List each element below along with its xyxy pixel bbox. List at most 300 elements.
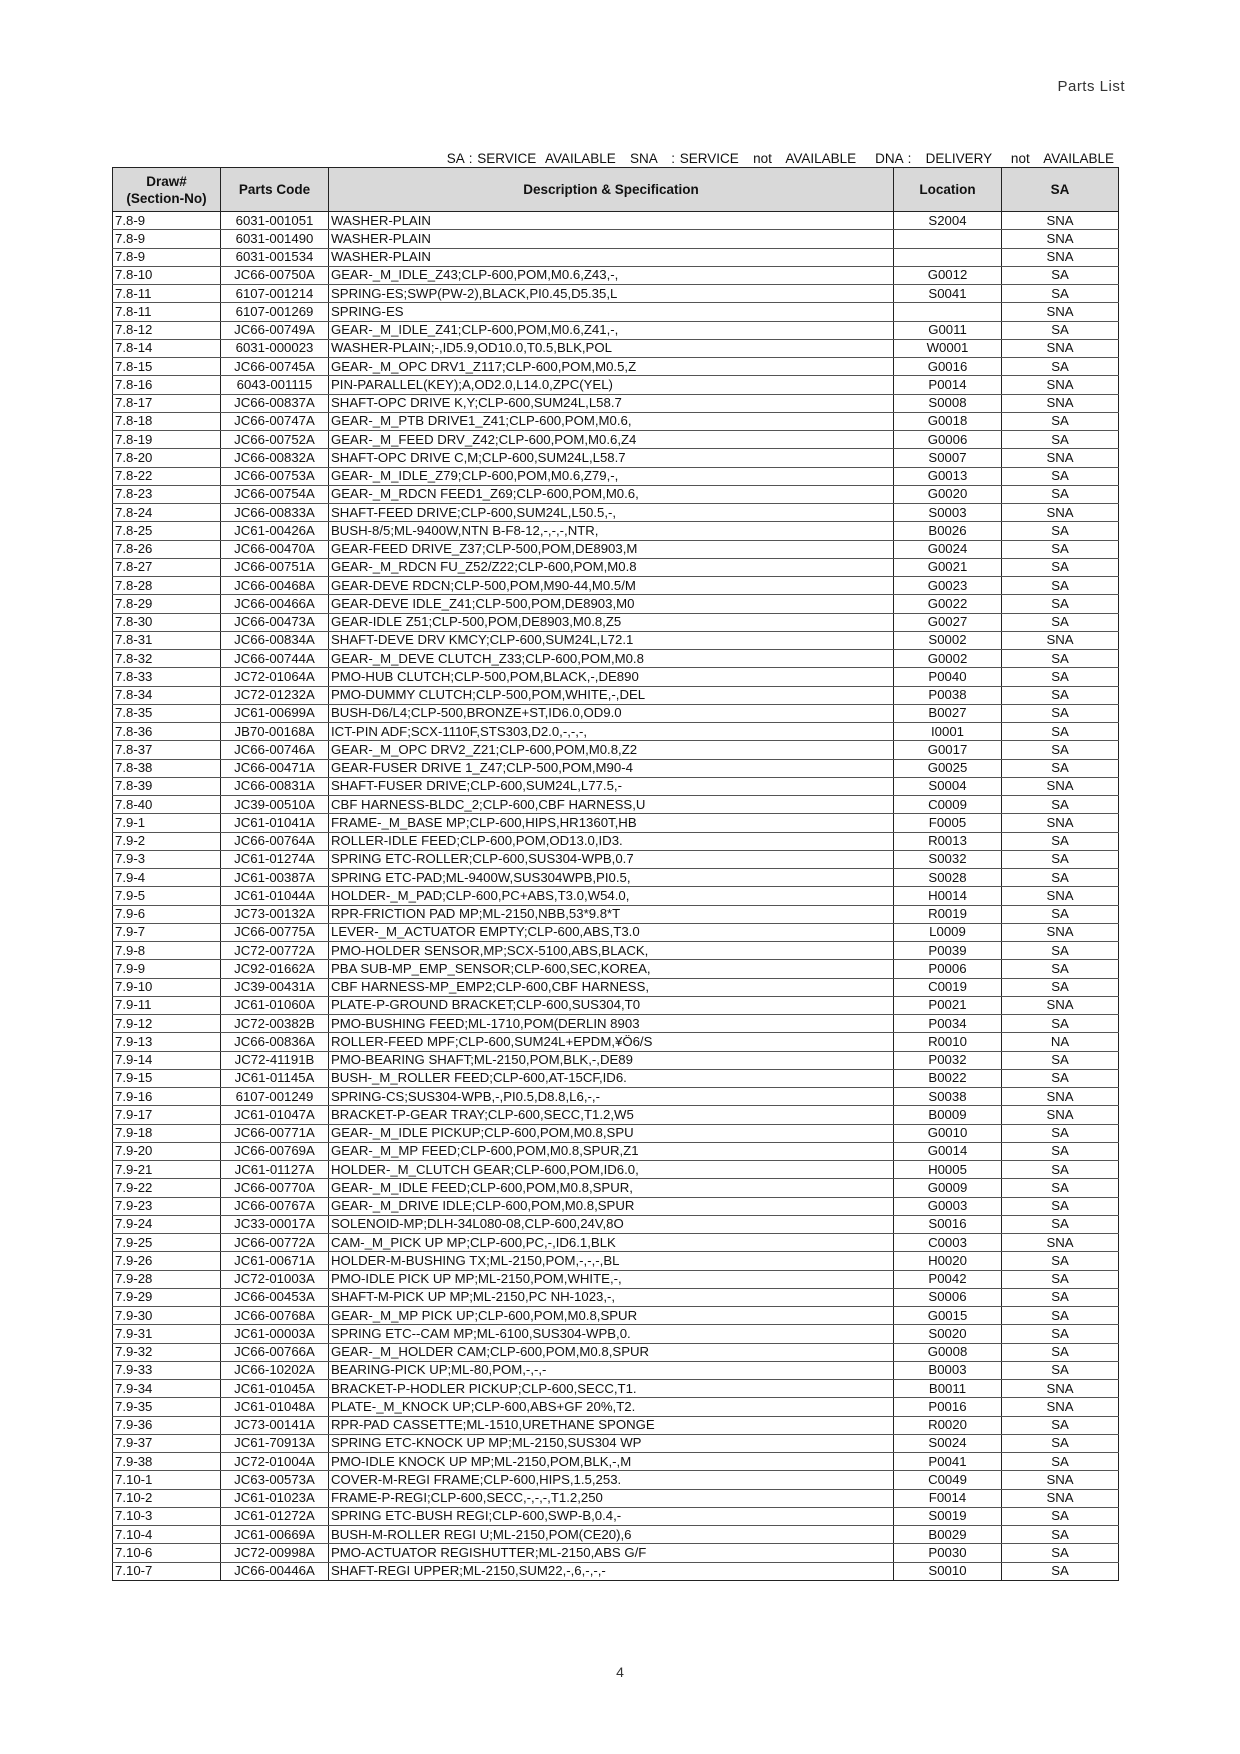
cell-sa: SA	[1002, 850, 1119, 868]
cell-parts-code: JC72-01232A	[221, 686, 329, 704]
table-row	[113, 1234, 1119, 1252]
cell-draw-no: 7.8-14	[113, 339, 221, 357]
cell-draw-no: 7.10-2	[113, 1489, 221, 1507]
cell-draw-no: 7.8-18	[113, 412, 221, 430]
cell-parts-code: JC66-00744A	[221, 650, 329, 668]
cell-description: HOLDER-M-BUSHING TX;ML-2150,POM,-,-,-,BL	[329, 1252, 894, 1270]
cell-location: G0014	[894, 1142, 1002, 1160]
cell-description: GEAR-DEVE IDLE_Z41;CLP-500,POM,DE8903,M0	[329, 595, 894, 613]
table-row	[113, 394, 1119, 412]
cell-draw-no: 7.10-1	[113, 1471, 221, 1489]
cell-location: B0029	[894, 1526, 1002, 1544]
table-row	[113, 777, 1119, 795]
table-row	[113, 558, 1119, 576]
cell-location: S0024	[894, 1434, 1002, 1452]
table-row	[113, 212, 1119, 230]
cell-draw-no: 7.9-10	[113, 978, 221, 996]
table-row	[113, 285, 1119, 303]
table-row	[113, 339, 1119, 357]
cell-draw-no: 7.9-9	[113, 960, 221, 978]
cell-description: PMO-BUSHING FEED;ML-1710,POM(DERLIN 8903	[329, 1015, 894, 1033]
cell-draw-no: 7.8-34	[113, 686, 221, 704]
cell-description: CBF HARNESS-MP_EMP2;CLP-600,CBF HARNESS,	[329, 978, 894, 996]
cell-location: F0005	[894, 814, 1002, 832]
cell-description: PMO-IDLE KNOCK UP MP;ML-2150,POM,BLK,-,M	[329, 1453, 894, 1471]
cell-sa: SA	[1002, 1507, 1119, 1525]
cell-description: GEAR-_M_DEVE CLUTCH_Z33;CLP-600,POM,M0.8	[329, 650, 894, 668]
cell-parts-code: JC61-00003A	[221, 1325, 329, 1343]
column-header-draw-no: Draw# (Section-No)	[113, 168, 221, 212]
cell-description: LEVER-_M_ACTUATOR EMPTY;CLP-600,ABS,T3.0	[329, 923, 894, 941]
cell-draw-no: 7.9-32	[113, 1343, 221, 1361]
cell-sa: SNA	[1002, 777, 1119, 795]
cell-sa: SA	[1002, 558, 1119, 576]
cell-parts-code: 6031-000023	[221, 339, 329, 357]
cell-location: H0020	[894, 1252, 1002, 1270]
cell-description: GEAR-FEED DRIVE_Z37;CLP-500,POM,DE8903,M	[329, 540, 894, 558]
cell-parts-code: JC66-00754A	[221, 485, 329, 503]
cell-location: P0006	[894, 960, 1002, 978]
cell-parts-code: JC66-00471A	[221, 759, 329, 777]
parts-table-body	[113, 212, 1119, 1581]
cell-location: S0038	[894, 1088, 1002, 1106]
cell-sa: SNA	[1002, 376, 1119, 394]
table-row	[113, 467, 1119, 485]
cell-sa: SNA	[1002, 814, 1119, 832]
table-row	[113, 923, 1119, 941]
cell-parts-code: JC72-01003A	[221, 1270, 329, 1288]
cell-parts-code: JC66-00832A	[221, 449, 329, 467]
cell-sa: SA	[1002, 1544, 1119, 1562]
cell-sa: SNA	[1002, 230, 1119, 248]
cell-sa: SNA	[1002, 1088, 1119, 1106]
table-row	[113, 1161, 1119, 1179]
cell-draw-no: 7.9-33	[113, 1361, 221, 1379]
table-row	[113, 1471, 1119, 1489]
cell-description: SHAFT-M-PICK UP MP;ML-2150,PC NH-1023,-,	[329, 1288, 894, 1306]
cell-location: S0004	[894, 777, 1002, 795]
cell-sa: SNA	[1002, 1106, 1119, 1124]
cell-description: SHAFT-DEVE DRV KMCY;CLP-600,SUM24L,L72.1	[329, 631, 894, 649]
cell-location: I0001	[894, 723, 1002, 741]
cell-parts-code: JC72-41191B	[221, 1051, 329, 1069]
cell-draw-no: 7.9-21	[113, 1161, 221, 1179]
cell-description: FRAME-P-REGI;CLP-600,SECC,-,-,-,T1.2,250	[329, 1489, 894, 1507]
cell-draw-no: 7.8-35	[113, 704, 221, 722]
cell-parts-code: JC72-01064A	[221, 668, 329, 686]
table-row	[113, 741, 1119, 759]
cell-location: P0042	[894, 1270, 1002, 1288]
cell-parts-code: JC66-00771A	[221, 1124, 329, 1142]
cell-parts-code: JC61-01023A	[221, 1489, 329, 1507]
cell-sa: SA	[1002, 1069, 1119, 1087]
cell-draw-no: 7.10-7	[113, 1562, 221, 1580]
cell-sa: SA	[1002, 358, 1119, 376]
cell-location	[894, 303, 1002, 321]
cell-parts-code: JC61-01047A	[221, 1106, 329, 1124]
table-row	[113, 759, 1119, 777]
cell-draw-no: 7.8-30	[113, 613, 221, 631]
cell-sa: SNA	[1002, 339, 1119, 357]
table-row	[113, 1507, 1119, 1525]
cell-description: GEAR-_M_IDLE_Z43;CLP-600,POM,M0.6,Z43,-,	[329, 266, 894, 284]
cell-draw-no: 7.9-4	[113, 869, 221, 887]
cell-parts-code: JC61-00699A	[221, 704, 329, 722]
cell-description: BUSH-M-ROLLER REGI U;ML-2150,POM(CE20),6	[329, 1526, 894, 1544]
cell-sa: SA	[1002, 960, 1119, 978]
cell-location: P0040	[894, 668, 1002, 686]
cell-parts-code: JC66-00834A	[221, 631, 329, 649]
cell-description: GEAR-_M_PTB DRIVE1_Z41;CLP-600,POM,M0.6,	[329, 412, 894, 430]
cell-parts-code: JC61-01060A	[221, 996, 329, 1014]
cell-location: B0027	[894, 704, 1002, 722]
cell-parts-code: 6031-001534	[221, 248, 329, 266]
cell-parts-code: JC66-00769A	[221, 1142, 329, 1160]
cell-location: C0009	[894, 796, 1002, 814]
cell-description: HOLDER-_M_PAD;CLP-600,PC+ABS,T3.0,W54.0,	[329, 887, 894, 905]
cell-draw-no: 7.9-25	[113, 1234, 221, 1252]
cell-location: P0039	[894, 942, 1002, 960]
cell-sa: SA	[1002, 1051, 1119, 1069]
cell-description: GEAR-_M_MP FEED;CLP-600,POM,M0.8,SPUR,Z1	[329, 1142, 894, 1160]
table-row	[113, 1015, 1119, 1033]
cell-sa: SA	[1002, 1142, 1119, 1160]
cell-parts-code: JC72-00998A	[221, 1544, 329, 1562]
cell-location: S0010	[894, 1562, 1002, 1580]
cell-parts-code: JC39-00510A	[221, 796, 329, 814]
cell-sa: SA	[1002, 650, 1119, 668]
table-row	[113, 1124, 1119, 1142]
cell-description: SOLENOID-MP;DLH-34L080-08,CLP-600,24V,8O	[329, 1215, 894, 1233]
table-row	[113, 412, 1119, 430]
cell-description: GEAR-_M_HOLDER CAM;CLP-600,POM,M0.8,SPUR	[329, 1343, 894, 1361]
cell-sa: SA	[1002, 321, 1119, 339]
cell-parts-code: JC66-00833A	[221, 504, 329, 522]
cell-description: CAM-_M_PICK UP MP;CLP-600,PC,-,ID6.1,BLK	[329, 1234, 894, 1252]
cell-description: RPR-FRICTION PAD MP;ML-2150,NBB,53*9.8*T	[329, 905, 894, 923]
table-row	[113, 1033, 1119, 1051]
cell-location: P0014	[894, 376, 1002, 394]
cell-description: WASHER-PLAIN	[329, 248, 894, 266]
cell-draw-no: 7.8-29	[113, 595, 221, 613]
cell-parts-code: JC61-01044A	[221, 887, 329, 905]
cell-location: G0023	[894, 577, 1002, 595]
cell-draw-no: 7.8-27	[113, 558, 221, 576]
table-row	[113, 869, 1119, 887]
table-row	[113, 650, 1119, 668]
cell-draw-no: 7.8-9	[113, 212, 221, 230]
cell-sa: SA	[1002, 1325, 1119, 1343]
cell-parts-code: 6031-001051	[221, 212, 329, 230]
cell-location: S0028	[894, 869, 1002, 887]
cell-description: GEAR-IDLE Z51;CLP-500,POM,DE8903,M0.8,Z5	[329, 613, 894, 631]
table-row	[113, 1434, 1119, 1452]
cell-description: SPRING-CS;SUS304-WPB,-,PI0.5,D8.8,L6,-,-	[329, 1088, 894, 1106]
cell-location: S0003	[894, 504, 1002, 522]
table-row	[113, 230, 1119, 248]
cell-sa: SA	[1002, 869, 1119, 887]
cell-description: GEAR-_M_IDLE_Z79;CLP-600,POM,M0.6,Z79,-,	[329, 467, 894, 485]
cell-sa: SA	[1002, 1270, 1119, 1288]
cell-location: G0025	[894, 759, 1002, 777]
cell-draw-no: 7.8-38	[113, 759, 221, 777]
table-row	[113, 431, 1119, 449]
cell-draw-no: 7.9-26	[113, 1252, 221, 1270]
cell-draw-no: 7.8-23	[113, 485, 221, 503]
cell-sa: SA	[1002, 942, 1119, 960]
cell-parts-code: JC73-00141A	[221, 1416, 329, 1434]
cell-location: P0030	[894, 1544, 1002, 1562]
cell-location: B0026	[894, 522, 1002, 540]
header-row	[113, 168, 1119, 212]
cell-location: S0006	[894, 1288, 1002, 1306]
cell-description: PLATE-P-GROUND BRACKET;CLP-600,SUS304,T0	[329, 996, 894, 1014]
cell-parts-code: JC66-00473A	[221, 613, 329, 631]
cell-parts-code: JC72-00772A	[221, 942, 329, 960]
cell-sa: SA	[1002, 431, 1119, 449]
table-row	[113, 686, 1119, 704]
cell-parts-code: JC72-01004A	[221, 1453, 329, 1471]
cell-location: B0003	[894, 1361, 1002, 1379]
cell-parts-code: JB70-00168A	[221, 723, 329, 741]
table-row	[113, 905, 1119, 923]
cell-draw-no: 7.8-15	[113, 358, 221, 376]
cell-description: FRAME-_M_BASE MP;CLP-600,HIPS,HR1360T,HB	[329, 814, 894, 832]
cell-location: G0020	[894, 485, 1002, 503]
cell-draw-no: 7.9-35	[113, 1398, 221, 1416]
cell-sa: SA	[1002, 1124, 1119, 1142]
table-row	[113, 485, 1119, 503]
table-row	[113, 1453, 1119, 1471]
table-row	[113, 1544, 1119, 1562]
table-row	[113, 631, 1119, 649]
cell-sa: SNA	[1002, 303, 1119, 321]
cell-draw-no: 7.8-32	[113, 650, 221, 668]
cell-location: S0007	[894, 449, 1002, 467]
cell-draw-no: 7.9-2	[113, 832, 221, 850]
cell-sa: SNA	[1002, 887, 1119, 905]
table-row	[113, 1343, 1119, 1361]
cell-description: WASHER-PLAIN;-,ID5.9,OD10.0,T0.5,BLK,POL	[329, 339, 894, 357]
table-row	[113, 1325, 1119, 1343]
cell-location: G0013	[894, 467, 1002, 485]
cell-location: H0014	[894, 887, 1002, 905]
cell-description: COVER-M-REGI FRAME;CLP-600,HIPS,1.5,253.	[329, 1471, 894, 1489]
table-row	[113, 358, 1119, 376]
cell-sa: SNA	[1002, 394, 1119, 412]
cell-draw-no: 7.8-19	[113, 431, 221, 449]
cell-draw-no: 7.9-29	[113, 1288, 221, 1306]
cell-sa: SA	[1002, 1179, 1119, 1197]
cell-draw-no: 7.9-5	[113, 887, 221, 905]
cell-draw-no: 7.9-13	[113, 1033, 221, 1051]
cell-parts-code: JC61-00426A	[221, 522, 329, 540]
cell-location: L0009	[894, 923, 1002, 941]
cell-description: ICT-PIN ADF;SCX-1110F,STS303,D2.0,-,-,-,	[329, 723, 894, 741]
cell-description: WASHER-PLAIN	[329, 230, 894, 248]
cell-draw-no: 7.9-11	[113, 996, 221, 1014]
cell-parts-code: JC66-00752A	[221, 431, 329, 449]
cell-location: P0021	[894, 996, 1002, 1014]
cell-draw-no: 7.8-10	[113, 266, 221, 284]
table-row	[113, 1489, 1119, 1507]
cell-sa: SNA	[1002, 449, 1119, 467]
table-row	[113, 540, 1119, 558]
cell-sa: SA	[1002, 540, 1119, 558]
cell-sa: SA	[1002, 577, 1119, 595]
cell-draw-no: 7.9-15	[113, 1069, 221, 1087]
cell-parts-code: JC72-00382B	[221, 1015, 329, 1033]
cell-description: GEAR-_M_MP PICK UP;CLP-600,POM,M0.8,SPUR	[329, 1307, 894, 1325]
table-row	[113, 522, 1119, 540]
cell-draw-no: 7.9-30	[113, 1307, 221, 1325]
cell-location: G0006	[894, 431, 1002, 449]
cell-description: SPRING-ES;SWP(PW-2),BLACK,PI0.45,D5.35,L	[329, 285, 894, 303]
table-row	[113, 1215, 1119, 1233]
cell-parts-code: JC66-00768A	[221, 1307, 329, 1325]
cell-description: PBA SUB-MP_EMP_SENSOR;CLP-600,SEC,KOREA,	[329, 960, 894, 978]
table-row	[113, 832, 1119, 850]
cell-parts-code: 6031-001490	[221, 230, 329, 248]
cell-location: G0003	[894, 1197, 1002, 1215]
cell-draw-no: 7.9-7	[113, 923, 221, 941]
cell-sa: SA	[1002, 796, 1119, 814]
cell-draw-no: 7.8-9	[113, 248, 221, 266]
cell-sa: SA	[1002, 1307, 1119, 1325]
table-row	[113, 960, 1119, 978]
cell-location: G0009	[894, 1179, 1002, 1197]
table-row	[113, 1562, 1119, 1580]
cell-parts-code: 6043-001115	[221, 376, 329, 394]
cell-sa: SA	[1002, 613, 1119, 631]
cell-description: SHAFT-REGI UPPER;ML-2150,SUM22,-,6,-,-,-	[329, 1562, 894, 1580]
cell-description: HOLDER-_M_CLUTCH GEAR;CLP-600,POM,ID6.0,	[329, 1161, 894, 1179]
cell-location	[894, 248, 1002, 266]
cell-draw-no: 7.10-6	[113, 1544, 221, 1562]
parts-table	[112, 167, 1119, 1581]
table-row	[113, 613, 1119, 631]
table-row	[113, 668, 1119, 686]
cell-draw-no: 7.9-8	[113, 942, 221, 960]
cell-parts-code: JC66-00772A	[221, 1234, 329, 1252]
cell-draw-no: 7.9-37	[113, 1434, 221, 1452]
cell-description: GEAR-_M_OPC DRV1_Z117;CLP-600,POM,M0.5,Z	[329, 358, 894, 376]
cell-sa: SA	[1002, 1526, 1119, 1544]
cell-sa: SNA	[1002, 923, 1119, 941]
cell-description: PMO-ACTUATOR REGISHUTTER;ML-2150,ABS G/F	[329, 1544, 894, 1562]
cell-sa: SA	[1002, 759, 1119, 777]
cell-sa: SA	[1002, 1343, 1119, 1361]
cell-parts-code: 6107-001214	[221, 285, 329, 303]
cell-sa: SA	[1002, 704, 1119, 722]
cell-draw-no: 7.10-4	[113, 1526, 221, 1544]
table-row	[113, 1088, 1119, 1106]
table-row	[113, 1307, 1119, 1325]
cell-parts-code: JC66-00745A	[221, 358, 329, 376]
cell-description: GEAR-_M_IDLE_Z41;CLP-600,POM,M0.6,Z41,-,	[329, 321, 894, 339]
cell-description: SHAFT-OPC DRIVE K,Y;CLP-600,SUM24L,L58.7	[329, 394, 894, 412]
cell-parts-code: JC66-00470A	[221, 540, 329, 558]
table-row	[113, 1288, 1119, 1306]
table-row	[113, 248, 1119, 266]
cell-location: G0016	[894, 358, 1002, 376]
cell-draw-no: 7.9-3	[113, 850, 221, 868]
cell-location: S0002	[894, 631, 1002, 649]
table-row	[113, 1526, 1119, 1544]
cell-draw-no: 7.8-9	[113, 230, 221, 248]
table-row	[113, 504, 1119, 522]
cell-draw-no: 7.9-31	[113, 1325, 221, 1343]
cell-location: R0019	[894, 905, 1002, 923]
table-row	[113, 1398, 1119, 1416]
cell-sa: SA	[1002, 467, 1119, 485]
cell-sa: SA	[1002, 522, 1119, 540]
cell-parts-code: JC61-01048A	[221, 1398, 329, 1416]
cell-description: SHAFT-OPC DRIVE C,M;CLP-600,SUM24L,L58.7	[329, 449, 894, 467]
page-number: 4	[616, 1664, 624, 1680]
cell-location: R0010	[894, 1033, 1002, 1051]
cell-sa: SA	[1002, 1562, 1119, 1580]
cell-draw-no: 7.9-14	[113, 1051, 221, 1069]
cell-location: G0010	[894, 1124, 1002, 1142]
table-row	[113, 814, 1119, 832]
cell-sa: SNA	[1002, 631, 1119, 649]
cell-description: SPRING ETC--CAM MP;ML-6100,SUS304-WPB,0.	[329, 1325, 894, 1343]
cell-location: G0027	[894, 613, 1002, 631]
cell-draw-no: 7.9-6	[113, 905, 221, 923]
cell-draw-no: 7.9-12	[113, 1015, 221, 1033]
cell-draw-no: 7.10-3	[113, 1507, 221, 1525]
cell-sa: SA	[1002, 1215, 1119, 1233]
cell-parts-code: JC61-01274A	[221, 850, 329, 868]
cell-draw-no: 7.8-36	[113, 723, 221, 741]
cell-location: W0001	[894, 339, 1002, 357]
cell-sa: SNA	[1002, 504, 1119, 522]
cell-draw-no: 7.9-36	[113, 1416, 221, 1434]
table-row	[113, 942, 1119, 960]
cell-sa: SA	[1002, 1015, 1119, 1033]
cell-parts-code: JC66-00770A	[221, 1179, 329, 1197]
table-row	[113, 376, 1119, 394]
cell-parts-code: JC66-10202A	[221, 1361, 329, 1379]
cell-location: P0032	[894, 1051, 1002, 1069]
cell-description: WASHER-PLAIN	[329, 212, 894, 230]
cell-parts-code: JC61-00387A	[221, 869, 329, 887]
cell-parts-code: JC66-00746A	[221, 741, 329, 759]
cell-sa: SA	[1002, 686, 1119, 704]
availability-legend: SA : SERVICE AVAILABLE SNA : SERVICE not AVAILABLE DNA : DELIVERY not AVAILABLE	[446, 151, 1114, 166]
table-row	[113, 978, 1119, 996]
cell-parts-code: JC66-00468A	[221, 577, 329, 595]
cell-location: C0003	[894, 1234, 1002, 1252]
cell-draw-no: 7.8-11	[113, 285, 221, 303]
cell-description: PMO-DUMMY CLUTCH;CLP-500,POM,WHITE,-,DEL	[329, 686, 894, 704]
table-row	[113, 1197, 1119, 1215]
cell-draw-no: 7.8-24	[113, 504, 221, 522]
cell-draw-no: 7.9-17	[113, 1106, 221, 1124]
cell-parts-code: JC66-00764A	[221, 832, 329, 850]
cell-description: BUSH-8/5;ML-9400W,NTN B-F8-12,-,-,-,NTR,	[329, 522, 894, 540]
cell-location: G0017	[894, 741, 1002, 759]
cell-description: PIN-PARALLEL(KEY);A,OD2.0,L14.0,ZPC(YEL)	[329, 376, 894, 394]
cell-sa: SNA	[1002, 1471, 1119, 1489]
cell-description: BRACKET-P-GEAR TRAY;CLP-600,SECC,T1.2,W5	[329, 1106, 894, 1124]
cell-description: BUSH-_M_ROLLER FEED;CLP-600,AT-15CF,ID6.	[329, 1069, 894, 1087]
cell-parts-code: JC66-00747A	[221, 412, 329, 430]
cell-sa: SA	[1002, 412, 1119, 430]
cell-parts-code: JC61-01127A	[221, 1161, 329, 1179]
cell-description: RPR-PAD CASSETTE;ML-1510,URETHANE SPONGE	[329, 1416, 894, 1434]
